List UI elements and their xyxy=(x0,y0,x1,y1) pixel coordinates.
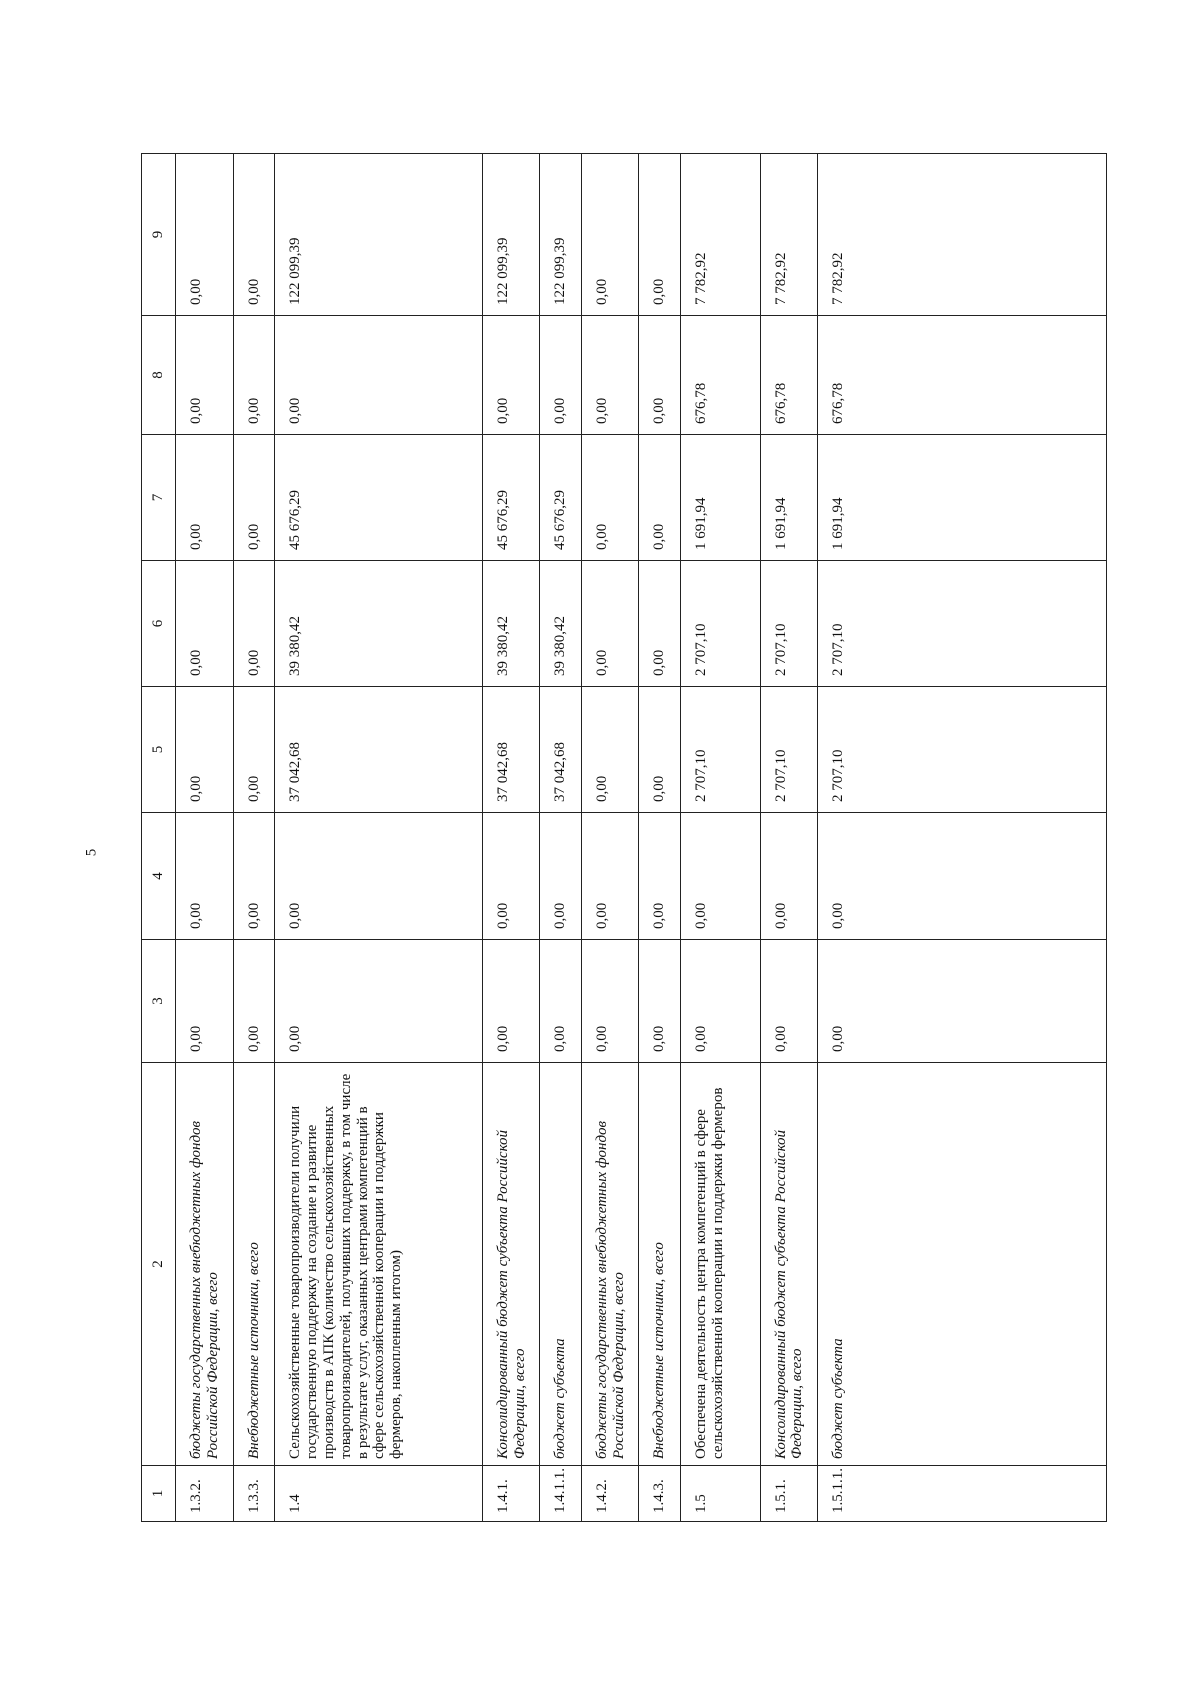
header-cell: 9 xyxy=(142,154,176,316)
header-cell: 3 xyxy=(142,940,176,1063)
header-cell: 5 xyxy=(142,687,176,813)
value-cell-col6: 39 380,42 xyxy=(482,561,539,687)
value-cell-col5: 2 707,10 xyxy=(681,687,760,813)
value-cell-col3: 0,00 xyxy=(540,940,582,1063)
value-cell-col5: 2 707,10 xyxy=(760,687,817,813)
value-cell-col5: 2 707,10 xyxy=(818,687,1107,813)
value-cell-col9: 7 782,92 xyxy=(681,154,760,316)
value-cell-col7: 0,00 xyxy=(639,435,681,561)
value-cell-col8: 676,78 xyxy=(818,316,1107,435)
row-code: 1.3.2. xyxy=(176,1466,233,1522)
value-cell-col7: 0,00 xyxy=(582,435,639,561)
value-cell-col3: 0,00 xyxy=(582,940,639,1063)
value-cell-col6: 0,00 xyxy=(176,561,233,687)
value-cell-col9: 0,00 xyxy=(176,154,233,316)
value-cell-col6: 2 707,10 xyxy=(760,561,817,687)
header-cell: 7 xyxy=(142,435,176,561)
row-code: 1.5 xyxy=(681,1466,760,1522)
row-name: бюджеты государственных внебюджетных фондов Российской Федерации, всего xyxy=(176,1063,233,1466)
value-cell-col3: 0,00 xyxy=(639,940,681,1063)
page-number: 5 xyxy=(83,848,100,857)
value-cell-col5: 0,00 xyxy=(639,687,681,813)
value-cell-col3: 0,00 xyxy=(760,940,817,1063)
row-code: 1.5.1. xyxy=(760,1466,817,1522)
table-row xyxy=(639,154,681,1522)
value-cell-col8: 0,00 xyxy=(275,316,482,435)
value-cell-col3: 0,00 xyxy=(681,940,760,1063)
value-cell-col5: 37 042,68 xyxy=(275,687,482,813)
value-cell-col7: 1 691,94 xyxy=(818,435,1107,561)
budget-table-rotated xyxy=(141,154,1107,1522)
table-row xyxy=(482,154,539,1522)
row-name: бюджет субъекта xyxy=(818,1063,1107,1466)
value-cell-col3: 0,00 xyxy=(275,940,482,1063)
value-cell-col4: 0,00 xyxy=(482,813,539,940)
row-name: Сельскохозяйственные товаропроизводители получили государственную поддержку на создание и развитие производств в АПК (количество сельскохозяйственных товаропроизводителей, получивших поддержку, в том числе в результате услуг, оказанных центрами компетенций в сфере сельскохозяйственной кооперации и поддержки фермеров, накопленным итогом) xyxy=(275,1063,482,1466)
value-cell-col3: 0,00 xyxy=(818,940,1107,1063)
header-cell: 1 xyxy=(142,1466,176,1522)
header-row xyxy=(142,154,176,1522)
value-cell-col7: 0,00 xyxy=(233,435,275,561)
value-cell-col4: 0,00 xyxy=(275,813,482,940)
value-cell-col6: 0,00 xyxy=(233,561,275,687)
value-cell-col5: 37 042,68 xyxy=(482,687,539,813)
value-cell-col6: 2 707,10 xyxy=(818,561,1107,687)
table-row xyxy=(582,154,639,1522)
row-name: Внебюджетные источники, всего xyxy=(639,1063,681,1466)
value-cell-col4: 0,00 xyxy=(176,813,233,940)
value-cell-col6: 0,00 xyxy=(639,561,681,687)
value-cell-col8: 0,00 xyxy=(176,316,233,435)
value-cell-col4: 0,00 xyxy=(233,813,275,940)
value-cell-col4: 0,00 xyxy=(582,813,639,940)
row-code: 1.4.1. xyxy=(482,1466,539,1522)
value-cell-col6: 2 707,10 xyxy=(681,561,760,687)
row-code: 1.5.1.1. xyxy=(818,1466,1107,1522)
table-row xyxy=(233,154,275,1522)
value-cell-col5: 37 042,68 xyxy=(540,687,582,813)
row-name: бюджеты государственных внебюджетных фондов Российской Федерации, всего xyxy=(582,1063,639,1466)
table-row xyxy=(760,154,817,1522)
table-row xyxy=(275,154,482,1522)
value-cell-col8: 676,78 xyxy=(760,316,817,435)
row-code: 1.4.1.1. xyxy=(540,1466,582,1522)
row-code: 1.4 xyxy=(275,1466,482,1522)
value-cell-col4: 0,00 xyxy=(639,813,681,940)
value-cell-col6: 39 380,42 xyxy=(275,561,482,687)
value-cell-col4: 0,00 xyxy=(760,813,817,940)
row-code: 1.4.2. xyxy=(582,1466,639,1522)
value-cell-col6: 39 380,42 xyxy=(540,561,582,687)
header-cell: 2 xyxy=(142,1063,176,1466)
value-cell-col5: 0,00 xyxy=(233,687,275,813)
row-code: 1.3.3. xyxy=(233,1466,275,1522)
value-cell-col7: 45 676,29 xyxy=(482,435,539,561)
table-row xyxy=(818,154,1107,1522)
value-cell-col4: 0,00 xyxy=(540,813,582,940)
value-cell-col9: 122 099,39 xyxy=(275,154,482,316)
value-cell-col5: 0,00 xyxy=(582,687,639,813)
value-cell-col5: 0,00 xyxy=(176,687,233,813)
value-cell-col9: 122 099,39 xyxy=(540,154,582,316)
value-cell-col8: 0,00 xyxy=(540,316,582,435)
value-cell-col8: 0,00 xyxy=(233,316,275,435)
value-cell-col4: 0,00 xyxy=(681,813,760,940)
table-row xyxy=(540,154,582,1522)
row-name: бюджет субъекта xyxy=(540,1063,582,1466)
value-cell-col9: 122 099,39 xyxy=(482,154,539,316)
value-cell-col6: 0,00 xyxy=(582,561,639,687)
table-row xyxy=(681,154,760,1522)
row-name: Консолидированный бюджет субъекта Российской Федерации, всего xyxy=(482,1063,539,1466)
row-name: Консолидированный бюджет субъекта Российской Федерации, всего xyxy=(760,1063,817,1466)
value-cell-col7: 1 691,94 xyxy=(681,435,760,561)
table-row xyxy=(176,154,233,1522)
row-code: 1.4.3. xyxy=(639,1466,681,1522)
value-cell-col7: 45 676,29 xyxy=(540,435,582,561)
value-cell-col8: 0,00 xyxy=(482,316,539,435)
header-cell: 4 xyxy=(142,813,176,940)
value-cell-col7: 45 676,29 xyxy=(275,435,482,561)
row-name: Внебюджетные источники, всего xyxy=(233,1063,275,1466)
value-cell-col3: 0,00 xyxy=(176,940,233,1063)
header-cell: 8 xyxy=(142,316,176,435)
value-cell-col3: 0,00 xyxy=(482,940,539,1063)
value-cell-col7: 1 691,94 xyxy=(760,435,817,561)
value-cell-col3: 0,00 xyxy=(233,940,275,1063)
value-cell-col9: 0,00 xyxy=(233,154,275,316)
value-cell-col9: 7 782,92 xyxy=(818,154,1107,316)
value-cell-col4: 0,00 xyxy=(818,813,1107,940)
value-cell-col8: 0,00 xyxy=(639,316,681,435)
value-cell-col8: 676,78 xyxy=(681,316,760,435)
header-cell: 6 xyxy=(142,561,176,687)
value-cell-col9: 7 782,92 xyxy=(760,154,817,316)
value-cell-col9: 0,00 xyxy=(639,154,681,316)
row-name: Обеспечена деятельность центра компетенций в сфере сельскохозяйственной кооперации и поддержки фермеров xyxy=(681,1063,760,1466)
budget-table xyxy=(141,153,1107,1522)
value-cell-col8: 0,00 xyxy=(582,316,639,435)
value-cell-col7: 0,00 xyxy=(176,435,233,561)
value-cell-col9: 0,00 xyxy=(582,154,639,316)
